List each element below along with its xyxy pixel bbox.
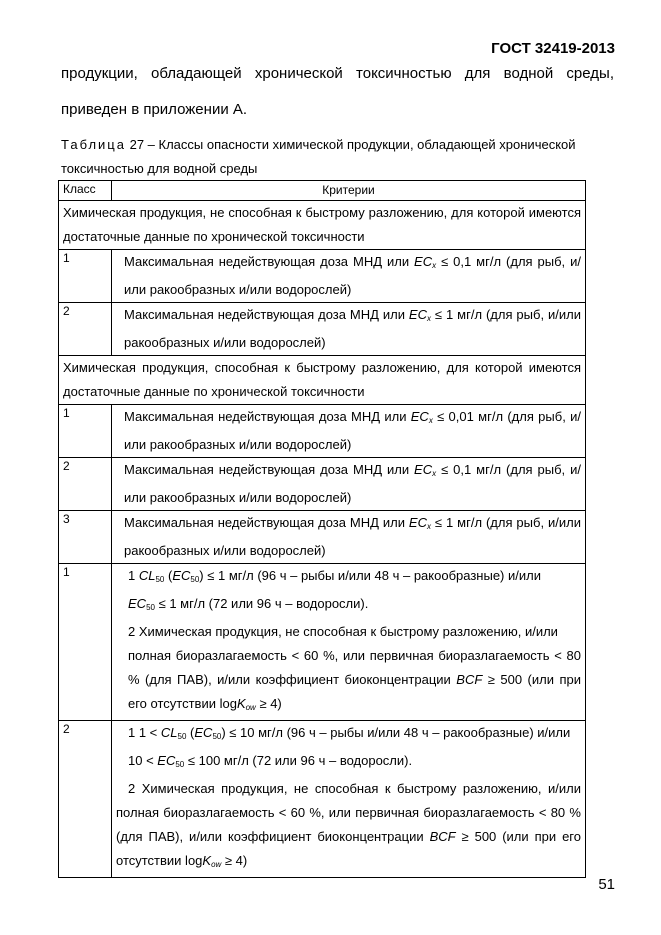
header-class: Класс [59, 181, 112, 201]
caption-text-2: токсичностью для водной среды [61, 161, 258, 176]
criteria-cell: Максимальная недействующая доза МНД или $EC_x \le 1$ мг/л (для рыб, и/или ракообразных и/или водорослей) [112, 511, 586, 564]
criteria-cell: 1 $1 < CL_{50}$ $(EC_{50}) \le 10$ мг/л (96 ч – рыбы и/или 48 ч – ракообразные) и/или $10 < EC_{50} \le 100$ мг/л (72 или 96 ч – водоросли). 2 Химическая продукция, не способная к быстрому разложению, и/или полная биоразлагаемость < 60 %, или первичная биоразлагаемость < 80 % (для ПАВ), и/или коэффициент биоконцентрации BCF ≥ 500 (или при его отсутствии logK$_{ow}$ ≥ 4) [112, 721, 586, 878]
table-row [59, 405, 586, 458]
table-caption [61, 133, 614, 181]
class-cell: 1 [59, 250, 112, 303]
table-header-row [59, 181, 586, 201]
class-cell: 3 [59, 511, 112, 564]
header-criteria: Критерии [112, 181, 586, 201]
table-row [59, 458, 586, 511]
criteria-cell: Максимальная недействующая доза МНД или $EC_x \le 0,1$ мг/л (для рыб, и/или ракообразных и/или водорослей) [112, 250, 586, 303]
intro-line-1: продукции, обладающей хронической токсичностью для водной среды, [61, 65, 614, 82]
criteria-cell: Максимальная недействующая доза МНД или $EC_x \le 1$ мг/л (для рыб, и/или ракообразных и/или водорослей) [112, 303, 586, 356]
group-row [59, 356, 586, 405]
class-cell: 2 [59, 303, 112, 356]
criteria-cell: 1 $CL_{50}$ $(EC_{50}) \le 1$ мг/л (96 ч – рыбы и/или 48 ч – ракообразные) и/или $EC_{50} \le 1$ мг/л (72 или 96 ч – водоросли). 2 Химическая продукция, не способная к быстрому разложению, и/или полная биоразлагаемость < 60 %, или первичная биоразлагаемость < 80 % (для ПАВ), и/или коэффициент биоконцентрации BCF ≥ 500 (или при его отсутствии logK$_{ow}$ ≥ 4) [112, 564, 586, 721]
table-row [59, 564, 586, 721]
class-cell: 2 [59, 458, 112, 511]
page-number: 51 [598, 876, 615, 893]
table-row [59, 303, 586, 356]
standard-header: ГОСТ 32419-2013 [491, 40, 615, 57]
group-2-title: Химическая продукция, способная к быстрому разложению, для которой имеются достаточные данные по хронической токсичности [59, 356, 586, 405]
table-row [59, 511, 586, 564]
class-cell: 1 [59, 405, 112, 458]
caption-label: Таблица [61, 137, 126, 152]
group-1-title: Химическая продукция, не способная к быстрому разложению, для которой имеются достаточные данные по хронической токсичности [59, 201, 586, 250]
class-cell: 2 [59, 721, 112, 878]
criteria-cell: Максимальная недействующая доза МНД или $EC_x \le 0,1$ мг/л (для рыб, и/или ракообразных и/или водорослей) [112, 458, 586, 511]
class-cell: 1 [59, 564, 112, 721]
table-row [59, 721, 586, 878]
hazard-class-table [58, 180, 586, 878]
table-row [59, 250, 586, 303]
intro-line-2: приведен в приложении А. [61, 101, 248, 118]
caption-text-1: 27 – Классы опасности химической продукции, обладающей хронической [125, 137, 576, 152]
criteria-cell: Максимальная недействующая доза МНД или $EC_x \le 0,01$ мг/л (для рыб, и/или ракообразных и/или водорослей) [112, 405, 586, 458]
group-row [59, 201, 586, 250]
